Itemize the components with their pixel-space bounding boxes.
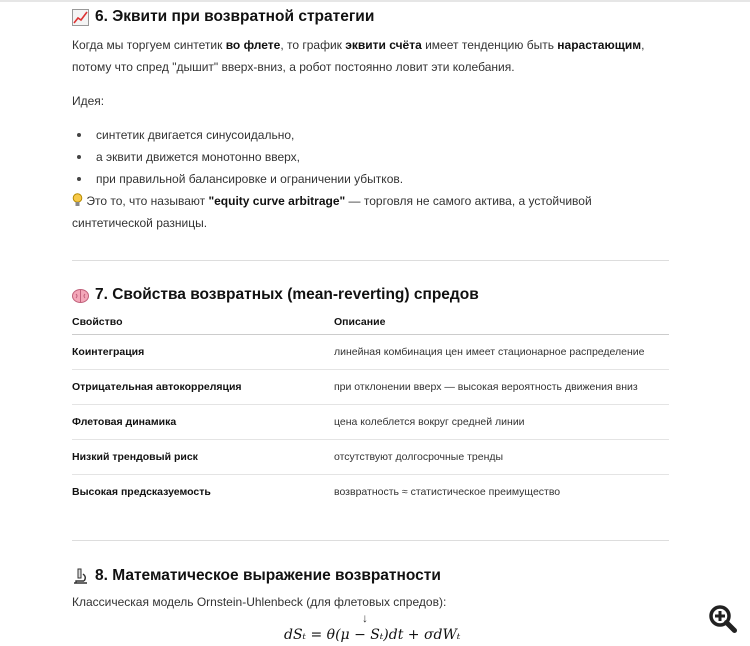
lightbulb-icon xyxy=(72,193,83,207)
section-6-title: 6. Эквити при возвратной стратегии xyxy=(95,8,375,25)
divider xyxy=(72,540,669,541)
zoom-in-icon[interactable] xyxy=(708,604,738,634)
top-divider xyxy=(0,0,750,2)
list-item: а эквити движется монотонно вверх, xyxy=(72,146,669,168)
brain-icon xyxy=(72,287,89,304)
table-row: Коинтеграция линейная комбинация цен имеет стационарное распределение xyxy=(72,334,669,369)
table-row: Высокая предсказуемость возвратность ≈ статистическое преимущество xyxy=(72,485,561,498)
scroll-down-button[interactable]: ↓ xyxy=(362,611,368,625)
idea-label: Идея: xyxy=(72,94,105,108)
table-row: Низкий трендовый риск отсутствуют долгосрочные тренды xyxy=(72,439,669,474)
table-row: Флетовая динамика цена колеблется вокруг средней линии xyxy=(72,404,669,439)
chart-increasing-icon xyxy=(72,9,89,26)
table-header-row: Свойство Описание xyxy=(72,310,669,334)
note: Это то, что называют "equity curve arbitrage" — торговля не самого актива, а устойчивой синтетической разницы. xyxy=(72,194,592,230)
table-row: Отрицательная автокорреляция при отклонении вверх — высокая вероятность движения вниз xyxy=(72,369,669,404)
microscope-icon xyxy=(72,568,89,585)
ou-formula: dSₜ = θ(μ − Sₜ)dt + σdWₜ xyxy=(284,627,461,643)
section-6-heading xyxy=(72,6,669,28)
section-8 xyxy=(72,565,669,610)
list-item: при правильной балансировке и ограничении убытков. xyxy=(72,168,669,190)
section-8-title: 8. Математическое выражение возвратности xyxy=(95,567,441,584)
properties-table xyxy=(72,310,669,509)
section-8-heading xyxy=(72,565,669,587)
paragraph: Когда мы торгуем синтетик во флете, то график эквити счёта имеет тенденцию быть нарастающим, потому что спред "дышит" вверх-вниз, а робот постоянно ловит эти колебания. xyxy=(72,38,645,74)
section-7-heading xyxy=(72,284,669,306)
divider xyxy=(72,260,669,261)
idea-list xyxy=(72,124,669,190)
paragraph: Классическая модель Ornstein-Uhlenbeck (для флетовых спредов): xyxy=(72,595,447,609)
section-7-title: 7. Свойства возвратных (mean-reverting) спредов xyxy=(95,286,479,303)
list-item: синтетик двигается синусоидально, xyxy=(72,124,669,146)
section-7 xyxy=(72,284,669,509)
section-6 xyxy=(72,6,669,234)
